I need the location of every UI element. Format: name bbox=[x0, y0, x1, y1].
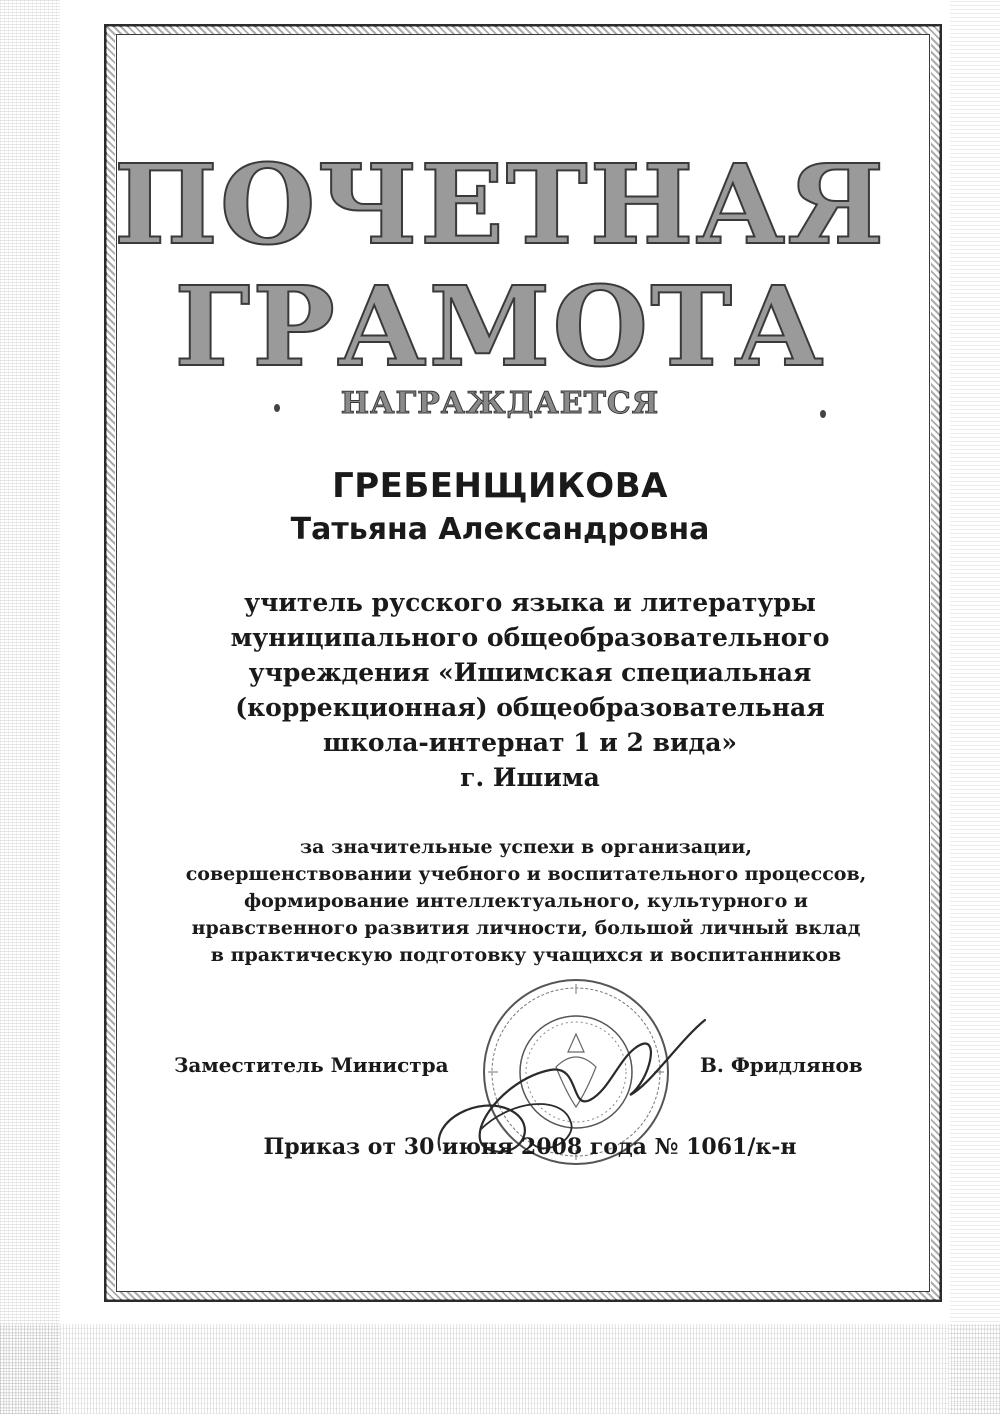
title-line-1: ПОЧЕТНАЯ bbox=[113, 140, 887, 269]
position-line: школа-интернат 1 и 2 вида» bbox=[322, 728, 738, 757]
reason-line: совершенствовании учебного и воспитательного процессов, bbox=[185, 863, 867, 885]
reason-line: в практическую подготовку учащихся и воспитанников bbox=[210, 944, 842, 966]
position-line: муниципального общеобразовательного bbox=[230, 623, 830, 652]
recipient-given-names: Татьяна Александровна bbox=[290, 512, 710, 547]
position-line: учреждения «Ишимская специальная bbox=[248, 658, 812, 687]
award-reason bbox=[0, 834, 1000, 969]
reason-line: нравственного развития личности, большой личный вклад bbox=[191, 917, 861, 939]
reason-line: формирование интеллектуального, культурного и bbox=[244, 890, 808, 912]
order-reference: Приказ от 30 июня 2008 года № 1061/к-н bbox=[263, 1134, 797, 1160]
position-line: (коррекционная) общеобразовательная bbox=[235, 693, 825, 722]
recipient-surname: ГРЕБЕНЩИКОВА bbox=[332, 466, 668, 506]
scan-speck bbox=[274, 404, 280, 412]
title-line-2: ГРАМОТА bbox=[174, 262, 826, 391]
signatory-title: Заместитель Министра bbox=[174, 1053, 449, 1077]
position-line: учитель русского языка и литературы bbox=[244, 588, 816, 617]
awarded-label: НАГРАЖДАЕТСЯ bbox=[340, 386, 660, 421]
scan-noise-bottom bbox=[0, 1324, 1000, 1414]
position-line: г. Ишима bbox=[460, 763, 600, 792]
scan-speck bbox=[820, 410, 826, 418]
recipient-position bbox=[0, 585, 1000, 795]
signatory-name: В. Фридлянов bbox=[700, 1053, 863, 1077]
reason-line: за значительные успехи в организации, bbox=[300, 836, 752, 858]
